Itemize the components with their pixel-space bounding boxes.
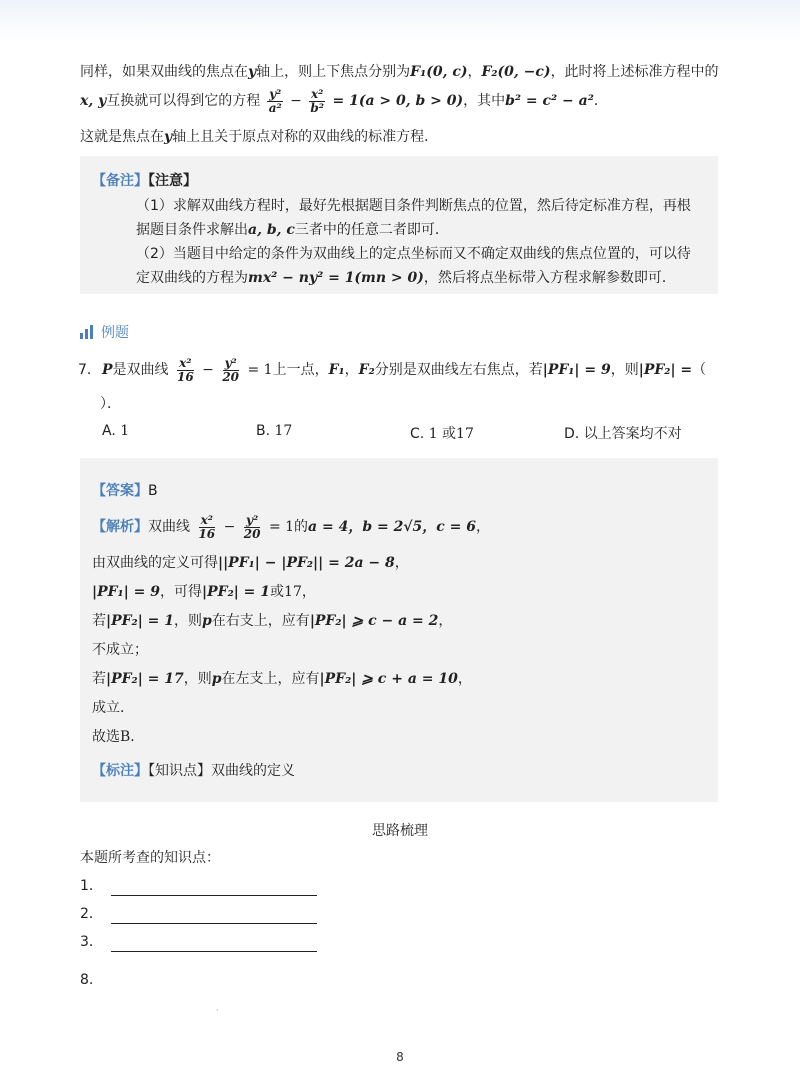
note-box [80,156,718,294]
fraction: $\frac{\text{x²}}{16}$ [176,355,194,384]
analysis-step-8: 故选B． [92,729,145,745]
fraction: $\frac{\text{y²}}{20}$ [222,355,240,384]
note-body: （1）求解双曲线方程时，最好先根据题目条件判断焦点的位置，然后待定标准方程，再根 据题目条件求解出a, b, c三者中的任意二者即可． （2）当题目中给定的条件为双曲线上的定点坐标而又不确定双曲线的焦点位置的，可以待 定双曲线的方程为mx² − ny² = 1(mn > 0)，然后将点坐标带入方程求解参数即可． [136,198,691,286]
analysis-step-7: 成立． [92,700,134,716]
example-section-header: 例题 [80,322,129,342]
page-number: 8 [396,1050,404,1064]
intro-line-3: 这就是焦点在y轴上且关于原点对称的双曲线的标准方程． [80,129,439,145]
review-blank-3: 3． [80,932,317,952]
analysis-step-5: 不成立； [92,642,148,658]
answer-line: 【答案】B [92,483,158,499]
answer-box [80,458,718,802]
analysis-step-4: 若|PF₂| = 1，则p在右支上，应有|PF₂| ⩾ c − a = 2， [92,613,453,629]
question-stem: 7. P是双曲线 $\frac{\text{x²}}{16}$ − $\frac{\text{y²}}{20}$ = 1上一点，F₁，F₂分别是双曲线左右焦点，若|PF₁| = 9，则|PF₂| =（ [78,355,707,384]
note-header: 【备注】【注意】 [92,173,197,189]
annotation-line: 【标注】【知识点】双曲线的定义 [92,763,295,779]
fraction: $\frac{\text{y²}}{\text{a²}}$ [268,86,282,115]
intro-line-1: 同样，如果双曲线的焦点在y轴上，则上下焦点分别为F₁(0, c)，F₂(0, −c)，此时将上述标准方程中的 [80,64,719,80]
review-prompt: 本题所考查的知识点： [80,850,220,866]
intro-line-2: x, y互换就可以得到它的方程 $\frac{\text{y²}}{\text{a²}}$ − $\frac{\text{x²}}{\text{b²}}$ = 1(a > 0, b > 0)，其中b² = c² − a²． [80,86,608,115]
analysis-step-6: 若|PF₂| = 17，则p在左支上，应有|PF₂| ⩾ c + a = 10， [92,671,472,687]
choice-b[interactable]: B. 17 [256,423,293,439]
analysis-step-1: 【解析】双曲线 $\frac{\text{x²}}{16}$ − $\frac{\text{y²}}{20}$ = 1的a = 4，b = 2√5，c = 6， [92,512,491,541]
fraction: $\frac{\text{y²}}{20}$ [243,512,261,541]
fraction: $\frac{\text{x²}}{16}$ [198,512,216,541]
review-title: 思路梳理 [372,823,428,839]
analysis-step-2: 由双曲线的定义可得||PF₁| − |PF₂|| = 2a − 8， [92,555,409,571]
choice-a[interactable]: A. 1 [102,423,130,439]
answer-blank[interactable] [111,910,317,924]
analysis-step-3: |PF₁| = 9，可得|PF₂| = 1或17， [92,584,316,600]
answer-blank[interactable] [111,882,317,896]
fraction: $\frac{\text{x²}}{\text{b²}}$ [310,86,325,115]
choice-d[interactable]: D. 以上答案均不对 [564,426,682,442]
review-blank-1: 1． [80,876,317,896]
review-blank-2: 2． [80,904,317,924]
analysis-body [92,549,472,752]
next-question-number: 8. [80,972,94,988]
answer-blank[interactable] [111,938,317,952]
choice-c[interactable]: C. 1 或17 [410,426,474,442]
bar-chart-icon [80,325,93,339]
top-gradient-band [0,0,800,42]
question-stem-continued: ）． [100,396,121,412]
stray-mark: · [216,1006,219,1015]
